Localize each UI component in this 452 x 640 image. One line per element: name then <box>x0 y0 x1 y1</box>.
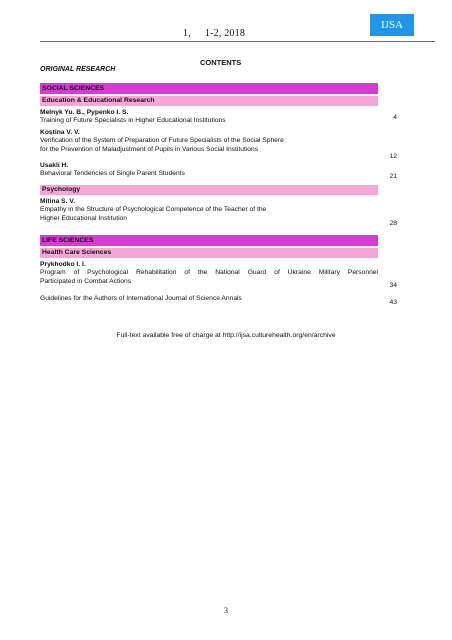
issue-number: 1-2, 2018 <box>204 28 246 39</box>
subsection-band-education: Education & Educational Research <box>40 96 378 106</box>
entry-title-line: Empathy in the Structure of Psychological Competence of the Teacher of the <box>40 206 267 214</box>
page-number: 3 <box>224 606 228 615</box>
entry-title-line: Participated in Combat Actions <box>40 277 132 285</box>
section-band-life-sciences: LIFE SCIENCES <box>40 235 378 246</box>
entry-title-line: Higher Educational Institution <box>40 214 127 222</box>
contents-title: CONTENTS <box>200 58 242 67</box>
header-rule <box>40 41 435 42</box>
archive-note: Full-text available free of charge at http://ijsa.culturehealth.org/en/archive <box>116 332 336 339</box>
volume-number: 1, <box>183 28 191 39</box>
toc-entry-guidelines[interactable] <box>40 295 378 303</box>
entry-author: Usakli H. <box>40 162 69 169</box>
section-label: ORIGINAL RESEARCH <box>40 66 116 73</box>
entry-author: Melnyk Yu. B., Pypenko I. S. <box>40 109 129 116</box>
subsection-band-psychology: Psychology <box>40 185 378 195</box>
toc-entry[interactable] <box>40 198 378 223</box>
entry-author: Kostina V. V. <box>40 129 80 136</box>
entry-author: Mitina S. V. <box>40 198 76 205</box>
journal-badge: IJSA <box>370 14 414 36</box>
section-band-social-sciences: SOCIAL SCIENCES <box>40 83 378 94</box>
guidelines-page: 43 <box>389 299 397 306</box>
entry-page: 12 <box>389 153 397 160</box>
entry-author: Prykhodko I. I. <box>40 261 86 268</box>
entry-title-line: for the Prevention of Maladjustment of Pupils in Various Social Institutions <box>40 145 259 153</box>
toc-entry[interactable] <box>40 129 378 154</box>
entry-page: 21 <box>389 173 397 180</box>
toc-entry[interactable] <box>40 162 378 179</box>
entry-title-line: Program of Psychological Rehabilitation of the National Guard of Ukraine Military Personnel <box>40 269 378 277</box>
toc-entry[interactable] <box>40 109 378 126</box>
guidelines-title: Guidelines for the Authors of International Journal of Science Annals <box>40 295 242 302</box>
issue-info <box>183 28 245 39</box>
subsection-band-health-care: Health Care Sciences <box>40 248 378 258</box>
entry-title: Behavioral Tendencies of Single Parent Students <box>40 170 185 178</box>
entry-page: 4 <box>393 114 397 121</box>
toc-entry[interactable] <box>40 261 378 286</box>
entry-title-line: Verification of the System of Preparation of Future Specialists of the Social Sphere <box>40 137 284 145</box>
entry-page: 34 <box>389 282 397 289</box>
entry-page: 28 <box>389 220 397 227</box>
entry-title: Training of Future Specialists in Higher Educational Institutions <box>40 117 226 125</box>
